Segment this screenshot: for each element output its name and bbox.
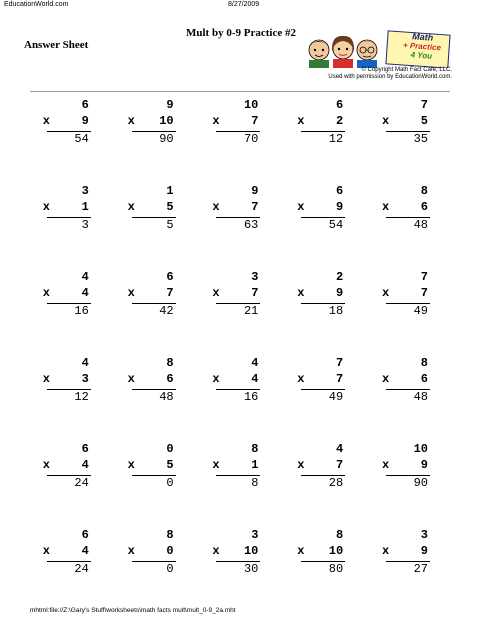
multiplier-row	[382, 372, 428, 386]
multiplicand: 6	[166, 270, 174, 284]
multiplier: 0	[166, 544, 174, 558]
multiply-sign: x	[297, 114, 305, 128]
problem-item	[367, 528, 452, 614]
multiply-sign: x	[381, 458, 390, 472]
multiplicand: 1	[166, 184, 174, 198]
multiplier-row	[43, 458, 89, 472]
multiplicand: 10	[413, 442, 428, 456]
multiplier: 4	[81, 458, 89, 472]
multiplier-row	[297, 458, 343, 472]
product-answer: 48	[413, 218, 428, 232]
problem-item	[367, 270, 452, 356]
problem-item	[282, 356, 367, 442]
multiplier: 4	[251, 372, 259, 386]
multiplicand: 8	[335, 528, 344, 542]
problem-item	[282, 98, 367, 184]
logo-line-4you: 4 You	[410, 50, 433, 61]
multiplier-row	[128, 286, 174, 300]
multiplicand: 3	[81, 184, 89, 198]
multiplicand: 7	[420, 270, 428, 284]
multiplier: 3	[81, 372, 89, 386]
multiplier-row	[212, 286, 258, 300]
problem-item	[198, 184, 283, 270]
product-answer: 49	[328, 390, 344, 404]
multiplicand: 8	[166, 528, 174, 542]
multiply-sign: x	[381, 200, 390, 214]
problem-item	[367, 442, 452, 528]
multiplier-row	[382, 458, 428, 472]
product-answer: 21	[243, 304, 259, 318]
multiplier: 9	[420, 458, 428, 472]
problem-item	[198, 98, 283, 184]
multiplier: 9	[420, 544, 428, 558]
multiplier-row	[43, 114, 89, 128]
multiplier-row	[382, 114, 428, 128]
multiplier: 9	[81, 114, 89, 128]
multiply-sign: x	[127, 372, 135, 386]
problem-item	[113, 442, 198, 528]
problem-item	[367, 184, 452, 270]
multiplier: 9	[335, 200, 344, 214]
multiply-sign: x	[42, 114, 50, 128]
multiplier-row	[212, 458, 258, 472]
multiplier: 5	[420, 114, 428, 128]
multiplier: 5	[166, 200, 174, 214]
multiply-sign: x	[127, 200, 135, 214]
multiplier-row	[297, 372, 343, 386]
problem-item	[198, 442, 283, 528]
multiplier: 9	[335, 286, 344, 300]
problem-item	[28, 356, 113, 442]
problem-item	[367, 98, 452, 184]
problem-item	[28, 184, 113, 270]
multiplier: 1	[81, 200, 89, 214]
answer-sheet-label: Answer Sheet	[24, 39, 89, 51]
problem-item	[198, 356, 283, 442]
multiplicand: 6	[81, 442, 89, 456]
multiplicand: 0	[166, 442, 174, 456]
product-answer: 18	[328, 304, 344, 318]
multiplier: 7	[251, 200, 259, 214]
multiply-sign: x	[212, 372, 220, 386]
multiply-sign: x	[212, 544, 220, 558]
multiplicand: 7	[420, 98, 428, 112]
multiplier-row	[297, 286, 343, 300]
multiplier: 1	[251, 458, 259, 472]
multiplier: 7	[251, 114, 259, 128]
product-answer: 24	[74, 476, 89, 490]
multiplier: 7	[251, 286, 259, 300]
problem-item	[28, 528, 113, 614]
product-answer: 90	[159, 132, 174, 146]
multiply-sign: x	[42, 544, 50, 558]
multiplier-row	[212, 372, 258, 386]
multiply-sign: x	[297, 200, 305, 214]
problem-item	[113, 356, 198, 442]
product-answer: 49	[413, 304, 428, 318]
product-answer: 30	[243, 562, 259, 576]
problem-item	[282, 184, 367, 270]
multiplicand: 8	[166, 356, 174, 370]
problem-item	[198, 270, 283, 356]
multiply-sign: x	[212, 114, 220, 128]
print-header	[0, 0, 480, 12]
product-answer: 24	[74, 562, 89, 576]
print-date: 8/27/2009	[228, 1, 260, 8]
multiplier-row	[128, 458, 174, 472]
multiply-sign: x	[42, 200, 50, 214]
multiply-sign: x	[42, 372, 50, 386]
product-answer: 8	[251, 476, 259, 490]
multiplicand: 4	[81, 270, 89, 284]
math-practice-logo	[303, 30, 453, 68]
multiplier-row	[43, 544, 89, 558]
multiplicand: 6	[335, 184, 344, 198]
multiplier: 10	[159, 114, 174, 128]
product-answer: 54	[74, 132, 89, 146]
page-title: Mult by 0-9 Practice #2	[186, 27, 296, 39]
multiply-sign: x	[212, 286, 220, 300]
multiply-sign: x	[381, 544, 390, 558]
copyright-credit	[328, 67, 452, 81]
product-answer: 54	[328, 218, 344, 232]
multiplier-row	[128, 114, 174, 128]
multiplier-row	[43, 200, 89, 214]
multiplicand: 6	[335, 98, 344, 112]
multiplier: 6	[420, 200, 428, 214]
problem-item	[28, 98, 113, 184]
logo-line-practice: + Practice	[402, 40, 442, 53]
multiplier-row	[382, 544, 428, 558]
product-answer: 63	[243, 218, 259, 232]
problem-item	[113, 528, 198, 614]
multiplier-row	[297, 114, 343, 128]
multiplier: 10	[243, 544, 259, 558]
multiplicand: 8	[420, 184, 428, 198]
multiply-sign: x	[381, 372, 390, 386]
multiplier: 7	[335, 372, 344, 386]
logo-text	[394, 31, 450, 62]
permission-line: Used with permission by EducationWorld.com.	[328, 74, 452, 80]
multiplier: 4	[81, 286, 89, 300]
problem-item	[28, 270, 113, 356]
problem-item	[113, 98, 198, 184]
multiplier: 7	[335, 458, 344, 472]
multiply-sign: x	[127, 458, 135, 472]
multiply-sign: x	[212, 200, 220, 214]
site-name: EducationWorld.com	[4, 1, 69, 8]
multiplier-row	[43, 286, 89, 300]
problem-item	[113, 184, 198, 270]
product-answer: 16	[243, 390, 259, 404]
product-answer: 12	[74, 390, 89, 404]
multiply-sign: x	[212, 458, 220, 472]
multiply-sign: x	[127, 544, 135, 558]
multiplicand: 8	[420, 356, 428, 370]
multiplier: 2	[335, 114, 344, 128]
copyright-line: © Copyright Math Fact Cafe, LLC.	[361, 67, 452, 73]
multiplicand: 9	[166, 98, 174, 112]
multiplier-row	[297, 544, 343, 558]
multiplicand: 10	[243, 98, 259, 112]
problem-item	[367, 356, 452, 442]
multiply-sign: x	[297, 544, 305, 558]
multiplicand: 6	[81, 98, 89, 112]
problem-item	[113, 270, 198, 356]
product-answer: 0	[166, 562, 174, 576]
multiplicand: 3	[251, 270, 259, 284]
multiply-sign: x	[42, 286, 50, 300]
multiplicand: 4	[251, 356, 259, 370]
multiplier-row	[212, 114, 258, 128]
multiply-sign: x	[42, 458, 50, 472]
multiplicand: 3	[420, 528, 428, 542]
multiplier: 7	[420, 286, 428, 300]
multiplier: 7	[166, 286, 174, 300]
product-answer: 0	[166, 476, 174, 490]
multiplicand: 6	[81, 528, 89, 542]
multiply-sign: x	[381, 286, 390, 300]
product-answer: 70	[243, 132, 259, 146]
product-answer: 48	[413, 390, 428, 404]
logo-line-math: Math	[411, 31, 434, 43]
problem-item	[282, 442, 367, 528]
product-answer: 42	[159, 304, 174, 318]
multiplicand: 4	[81, 356, 89, 370]
multiplicand: 2	[335, 270, 344, 284]
multiplier: 10	[328, 544, 344, 558]
problem-item	[198, 528, 283, 614]
problem-item	[282, 270, 367, 356]
product-answer: 80	[328, 562, 344, 576]
product-answer: 90	[413, 476, 428, 490]
multiplicand: 9	[251, 184, 259, 198]
multiplicand: 4	[335, 442, 344, 456]
multiply-sign: x	[381, 114, 390, 128]
header-divider	[30, 91, 450, 92]
multiplier-row	[128, 544, 174, 558]
multiplier-row	[382, 286, 428, 300]
multiply-sign: x	[127, 114, 135, 128]
product-answer: 5	[166, 218, 174, 232]
multiply-sign: x	[297, 286, 305, 300]
product-answer: 35	[413, 132, 428, 146]
multiplier-row	[212, 544, 258, 558]
multiplier-row	[212, 200, 258, 214]
multiplier-row	[128, 200, 174, 214]
multiplicand: 3	[251, 528, 259, 542]
product-answer: 16	[74, 304, 89, 318]
multiplier: 6	[420, 372, 428, 386]
product-answer: 48	[159, 390, 174, 404]
problem-item	[282, 528, 367, 614]
multiplier-row	[43, 372, 89, 386]
multiplier: 6	[166, 372, 174, 386]
multiply-sign: x	[127, 286, 135, 300]
multiplier: 5	[166, 458, 174, 472]
product-answer: 28	[328, 476, 344, 490]
problem-item	[28, 442, 113, 528]
file-path-footer: mhtml:file://Z:\Gary's Stuff\worksheets\math facts mult\mult_0-9_2a.mht	[30, 607, 236, 614]
product-answer: 12	[328, 132, 344, 146]
product-answer: 27	[413, 562, 428, 576]
multiply-sign: x	[297, 458, 305, 472]
multiplier-row	[382, 200, 428, 214]
multiplier-row	[128, 372, 174, 386]
multiply-sign: x	[297, 372, 305, 386]
multiplier-row	[297, 200, 343, 214]
multiplicand: 7	[335, 356, 344, 370]
multiplicand: 8	[251, 442, 259, 456]
multiplier: 4	[81, 544, 89, 558]
product-answer: 3	[81, 218, 89, 232]
problem-grid	[28, 98, 452, 614]
